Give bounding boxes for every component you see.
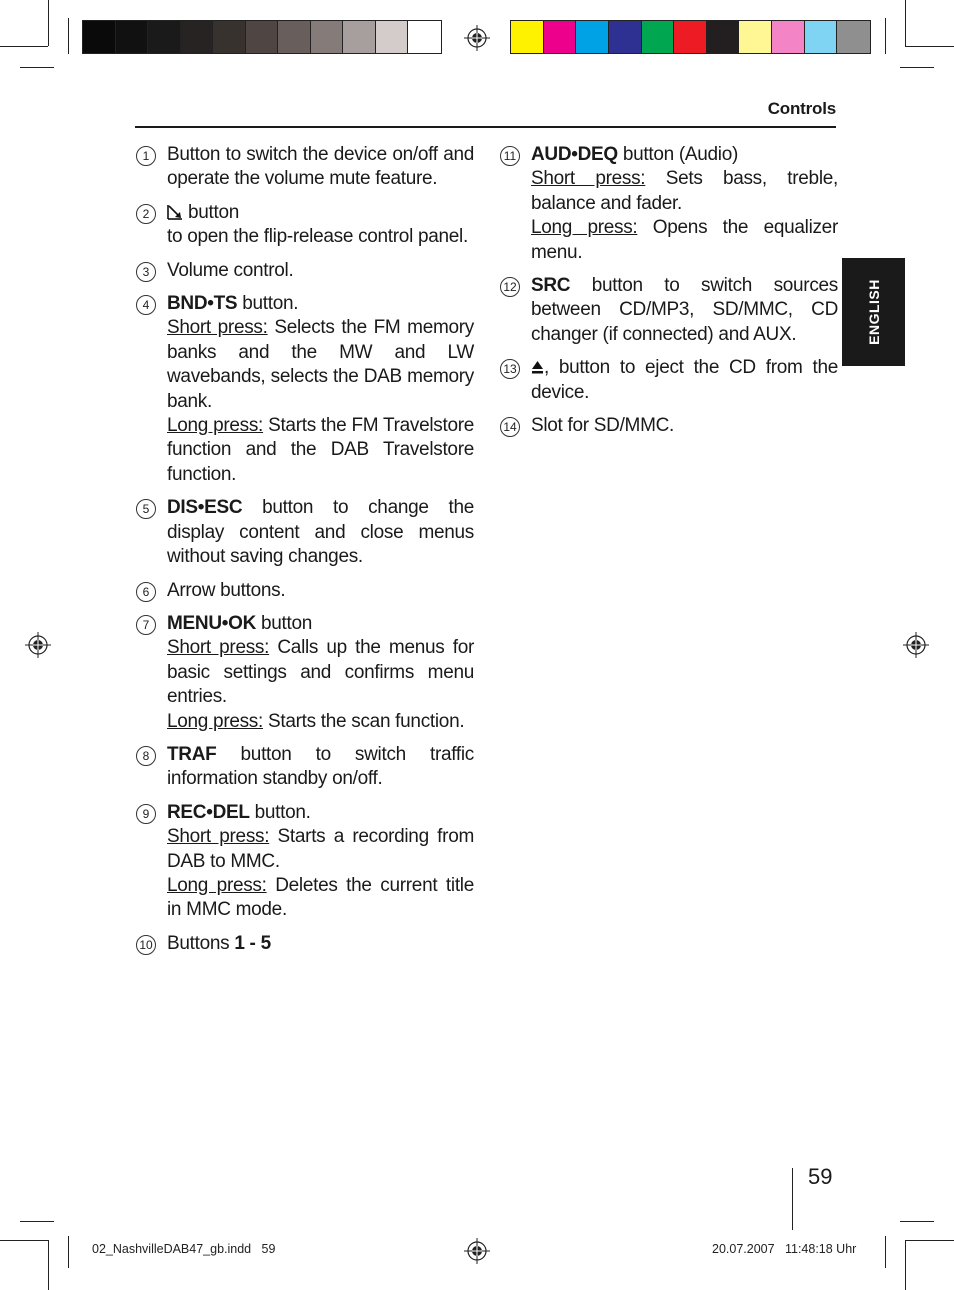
crop-mark (68, 18, 69, 54)
crop-mark (20, 67, 54, 68)
color-swatch (707, 21, 740, 53)
color-swatch (739, 21, 772, 53)
short-press-text: Selects the FM memory banks and the MW and LW wavebands, selects the DAB memory bank. (167, 317, 474, 412)
item-text: Button to switch the device on/off and operate the volume mute feature. (167, 144, 474, 190)
item-text: button (256, 612, 313, 634)
color-swatch (642, 21, 675, 53)
list-item (498, 143, 838, 265)
page-number-rule (792, 1168, 793, 1230)
short-press-label: Short press: (531, 168, 646, 190)
short-press-text: Sets bass, treble, balance and fader. (531, 168, 838, 214)
item-number: 11 (500, 146, 520, 166)
button-name: AUD•DEQ (531, 144, 618, 165)
list-item (134, 292, 474, 487)
crop-mark (0, 1240, 48, 1241)
crop-mark (48, 1240, 49, 1290)
color-swatch (246, 21, 279, 53)
color-swatch (278, 21, 311, 53)
color-swatch (511, 21, 544, 53)
item-label: button (187, 201, 240, 223)
list-item (134, 932, 474, 956)
item-text: button. (249, 801, 311, 823)
item-number: 14 (500, 417, 520, 437)
item-number: 13 (500, 359, 520, 379)
list-item (134, 496, 474, 569)
color-swatch (837, 21, 870, 53)
item-text: button. (237, 293, 299, 315)
item-number: 12 (500, 277, 520, 297)
item-text: , button to eject the CD from the device. (531, 357, 838, 403)
flip-release-icon (167, 204, 183, 220)
crop-mark (0, 46, 48, 47)
short-press-label: Short press: (167, 637, 270, 659)
item-number: 6 (136, 582, 156, 602)
button-name: DIS•ESC (167, 497, 243, 519)
long-press-label: Long press: (531, 217, 638, 239)
crop-mark (885, 1236, 886, 1268)
item-text: Slot for SD/MMC. (531, 415, 674, 437)
page-number: 59 (808, 1164, 833, 1189)
item-number: 2 (136, 204, 156, 224)
short-press-text: Starts a recording from DAB to MMC. (167, 826, 474, 872)
crop-mark (20, 1221, 54, 1222)
button-name: MENU•OK (167, 612, 256, 634)
list-item (134, 143, 474, 192)
color-swatch (576, 21, 609, 53)
item-number: 3 (136, 262, 156, 282)
button-name: BND•TS (167, 293, 238, 315)
long-press-text: Starts the scan function. (263, 710, 465, 732)
grayscale-color-bar (82, 20, 442, 54)
short-press-label: Short press: (167, 317, 268, 339)
eject-icon (531, 360, 544, 375)
item-text: Volume control. (167, 259, 294, 281)
color-swatch (544, 21, 577, 53)
registration-mark-icon (903, 632, 929, 658)
list-item (134, 612, 474, 734)
footer-timestamp: 20.07.2007 11:48:18 Uhr (712, 1242, 857, 1256)
crop-mark (905, 0, 906, 46)
long-press-text: Deletes the current title in MMC mode. (167, 874, 474, 921)
process-color-bar (510, 20, 871, 54)
list-item (134, 259, 474, 283)
list-item (134, 801, 474, 923)
button-name: REC•DEL (167, 801, 250, 823)
long-press-label: Long press: (167, 874, 267, 896)
color-swatch (116, 21, 149, 53)
button-range: 1 - 5 (234, 932, 271, 954)
color-swatch (83, 21, 116, 53)
language-tab-label: ENGLISH (865, 279, 882, 345)
header-rule (135, 126, 836, 128)
short-press-text: Calls up the menus for basic settings and confirms menu entries. (167, 637, 474, 708)
registration-mark-icon (464, 25, 490, 51)
item-number: 4 (136, 295, 156, 315)
item-text: button to change the display content and close menus without saving changes. (167, 497, 474, 568)
long-press-label: Long press: (167, 415, 264, 437)
color-swatch (408, 21, 441, 53)
color-swatch (311, 21, 344, 53)
crop-mark (48, 0, 49, 46)
footer-filename: 02_NashvilleDAB47_gb.indd 59 (92, 1242, 276, 1256)
right-column (498, 143, 838, 447)
list-item (498, 356, 838, 405)
item-text: to open the flip-release control panel. (167, 226, 468, 248)
color-swatch (805, 21, 838, 53)
item-text: button (Audio) (617, 144, 739, 165)
item-number: 9 (136, 804, 156, 824)
color-swatch (674, 21, 707, 53)
short-press-label: Short press: (167, 826, 270, 848)
item-number: 8 (136, 746, 156, 766)
list-item (134, 579, 474, 603)
section-title: Controls (767, 99, 836, 118)
crop-mark (900, 1221, 934, 1222)
list-item (134, 201, 474, 250)
language-tab (842, 258, 905, 366)
button-name: TRAF (167, 743, 217, 765)
crop-mark (905, 1240, 906, 1290)
color-swatch (148, 21, 181, 53)
item-number: 7 (136, 615, 156, 635)
item-text: Buttons (167, 932, 235, 954)
item-text: button to switch traffic information standby on/off. (167, 743, 474, 790)
crop-mark (900, 67, 934, 68)
crop-mark (68, 1236, 69, 1268)
crop-mark (905, 46, 954, 47)
crop-mark (885, 18, 886, 54)
crop-mark (905, 1240, 954, 1241)
item-number: 1 (136, 146, 156, 166)
item-text: Arrow buttons. (167, 579, 286, 601)
item-number: 10 (136, 935, 156, 955)
long-press-text: Starts the FM Travelstore function and the DAB Travelstore function. (167, 415, 474, 485)
color-swatch (181, 21, 214, 53)
long-press-text: Opens the equalizer menu. (531, 217, 838, 263)
left-column (134, 143, 474, 965)
button-name: SRC (531, 275, 571, 297)
color-swatch (343, 21, 376, 53)
long-press-label: Long press: (167, 710, 263, 732)
item-number: 5 (136, 499, 156, 519)
item-text: button to switch sources between CD/MP3, SD/MMC, CD changer (if connected) and AUX. (531, 275, 838, 345)
registration-mark-icon (25, 632, 51, 658)
color-swatch (213, 21, 246, 53)
color-swatch (376, 21, 409, 53)
color-swatch (609, 21, 642, 53)
color-swatch (772, 21, 805, 53)
list-item (134, 743, 474, 792)
registration-mark-icon (464, 1238, 490, 1264)
list-item (498, 274, 838, 347)
list-item (498, 414, 838, 438)
